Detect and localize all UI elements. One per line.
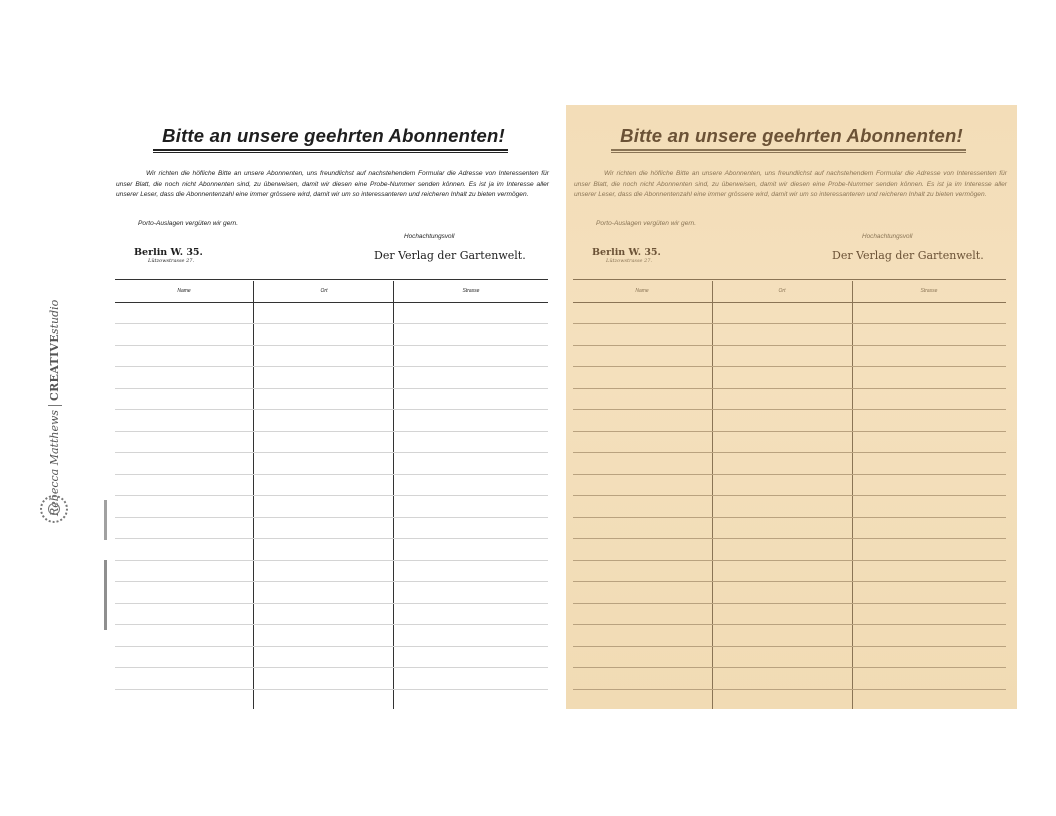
column-header-ort: Ort (778, 288, 786, 294)
intro-paragraph: Wir richten die höfliche Bitte an unsere Abonnenten, uns freundlichst auf nachstehendem Formular die Adresse von Interessenten für unser Blatt, die noch nicht Abonnenten sind, zu überweisen, damit wir diesen eine Probe-Nummer senden können. Es ist ja im Interesse aller unserer Leser, dass die Abonnentenzahl eine immer grössere wird, damit wir um so interessanteren und reicheren Inhalt zu bieten vermögen. (116, 170, 549, 199)
row-rule (573, 409, 1006, 410)
title-underline (611, 149, 966, 151)
row-rule (115, 345, 548, 346)
porto-note: Porto-Auslagen vergüten wir gern. (138, 220, 239, 227)
title-underline (153, 149, 508, 151)
watermark-text (48, 299, 62, 516)
row-rule (573, 646, 1006, 647)
watermark-brand: CREATIVE (48, 334, 61, 401)
form-title: Bitte an unsere geehrten Abonnenten! (162, 125, 505, 146)
row-rule (115, 495, 548, 496)
row-rule (573, 452, 1006, 453)
city: Berlin W. 35. (592, 247, 661, 258)
form-title: Bitte an unsere geehrten Abonnenten! (620, 125, 963, 146)
table-top-rule (115, 279, 548, 280)
row-rule (573, 538, 1006, 539)
row-rule (115, 409, 548, 410)
row-rule (115, 689, 548, 690)
city: Berlin W. 35. (134, 247, 203, 258)
seal-icon (40, 495, 68, 523)
street: Lützowstrasse 27. (148, 258, 195, 264)
row-rule (573, 345, 1006, 346)
scan-edge-speck (104, 560, 107, 630)
row-rule (115, 646, 548, 647)
table-header-rule (573, 302, 1006, 303)
row-rule (573, 474, 1006, 475)
form-sheet-aged (566, 105, 1017, 709)
regards: Hochachtungsvoll (404, 233, 455, 240)
row-rule (573, 431, 1006, 432)
row-rule (573, 667, 1006, 668)
table-top-rule (573, 279, 1006, 280)
title-underline-thin (611, 152, 966, 153)
publisher: Der Verlag der Gartenwelt. (832, 249, 984, 262)
watermark-logo (40, 300, 70, 540)
watermark-suffix: studio (48, 299, 61, 335)
row-rule (115, 538, 548, 539)
title-underline-thin (153, 152, 508, 153)
row-rule (115, 560, 548, 561)
row-rule (573, 388, 1006, 389)
row-rule (115, 667, 548, 668)
row-rule (115, 431, 548, 432)
publisher: Der Verlag der Gartenwelt. (374, 249, 526, 262)
row-rule (573, 323, 1006, 324)
row-rule (573, 624, 1006, 625)
row-rule (573, 495, 1006, 496)
column-header-ort: Ort (320, 288, 328, 294)
row-rule (115, 323, 548, 324)
row-rule (115, 366, 548, 367)
watermark-name: Rebecca Matthews (48, 409, 61, 516)
row-rule (115, 624, 548, 625)
row-rule (573, 560, 1006, 561)
row-rule (115, 603, 548, 604)
porto-note: Porto-Auslagen vergüten wir gern. (596, 220, 697, 227)
scan-edge-speck (104, 500, 107, 540)
row-rule (115, 517, 548, 518)
row-rule (573, 581, 1006, 582)
row-rule (573, 689, 1006, 690)
street: Lützowstrasse 27. (606, 258, 653, 264)
column-header-strasse: Strasse (920, 288, 938, 294)
row-rule (115, 581, 548, 582)
intro-paragraph: Wir richten die höfliche Bitte an unsere Abonnenten, uns freundlichst auf nachstehendem Formular die Adresse von Interessenten für unser Blatt, die noch nicht Abonnenten sind, zu überweisen, damit wir diesen eine Probe-Nummer senden können. Es ist ja im Interesse aller unserer Leser, dass die Abonnentenzahl eine immer grössere wird, damit wir um so interessanteren und reicheren Inhalt zu bieten vermögen. (574, 170, 1007, 199)
row-rule (115, 474, 548, 475)
column-header-strasse: Strasse (462, 288, 480, 294)
column-header-name: Name (635, 288, 649, 294)
seal-icon-inner (48, 503, 60, 515)
row-rule (115, 388, 548, 389)
form-sheet-clean (108, 105, 559, 709)
watermark-divider (48, 405, 62, 406)
column-header-name: Name (177, 288, 191, 294)
row-rule (115, 452, 548, 453)
table-header-rule (115, 302, 548, 303)
row-rule (573, 603, 1006, 604)
row-rule (573, 366, 1006, 367)
regards: Hochachtungsvoll (862, 233, 913, 240)
row-rule (573, 517, 1006, 518)
